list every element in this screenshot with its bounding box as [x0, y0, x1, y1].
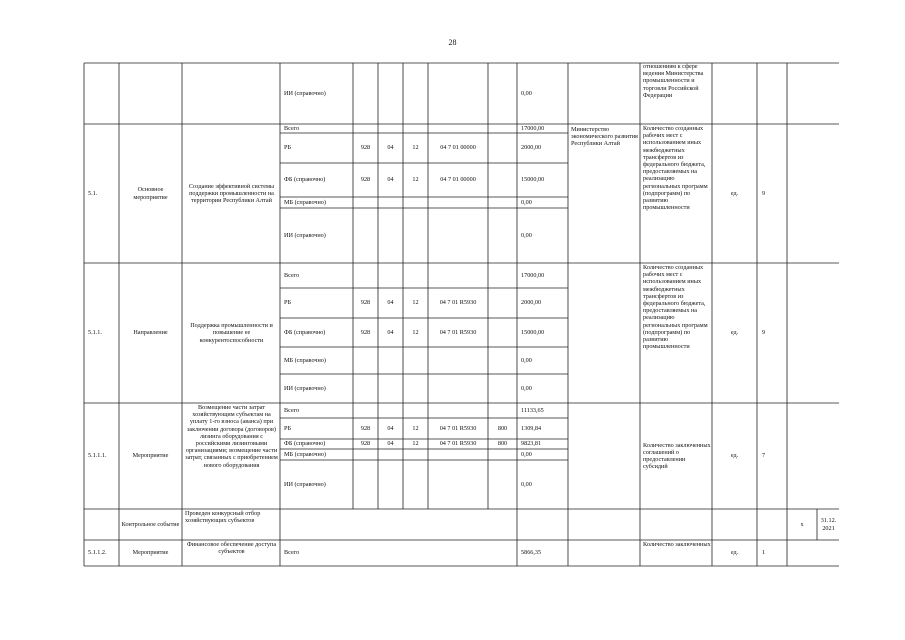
code-cell: 04 — [387, 328, 394, 336]
amount-mb: 0,00 — [521, 450, 532, 458]
code-cell: 928 — [360, 144, 371, 152]
label-rb: РБ — [284, 144, 291, 152]
amount-ii: 0,00 — [521, 231, 532, 239]
code-cell: 04 — [387, 424, 394, 432]
label-ii: ИИ (справочно) — [284, 89, 326, 97]
amount-rb: 2000,00 — [521, 299, 542, 307]
code-cell: 04 7 01 00000 — [440, 144, 476, 152]
amount-ii: 0,00 — [521, 89, 532, 97]
indicator-text: Количество заключенных — [643, 541, 711, 548]
code-cell: 04 7 01 R5930 — [439, 424, 477, 432]
row-type: Мероприятие — [132, 549, 169, 557]
code-cell: 04 — [387, 299, 394, 307]
row-number: 5.1.1.2. — [88, 549, 107, 557]
row-name: Создание эффективной системы поддержки промышленности на территории Республики Алтай — [188, 182, 275, 205]
row-number: 5.1.1. — [88, 329, 102, 337]
code-cell: 04 — [387, 176, 394, 184]
label-mb: МБ (справочно) — [284, 198, 326, 206]
unit: ед. — [730, 329, 739, 337]
code-cell: 04 7 01 R5930 — [439, 299, 477, 307]
code-cell: 12 — [412, 328, 419, 336]
label-total: Всего — [284, 124, 300, 132]
label-mb: МБ (справочно) — [284, 356, 326, 364]
code-cell: 12 — [412, 440, 419, 448]
code-cell: 12 — [412, 424, 419, 432]
code-cell: 12 — [412, 299, 419, 307]
row-type: Мероприятие — [132, 452, 169, 460]
amount-mb: 0,00 — [521, 356, 532, 364]
amount-fb: 15000,00 — [521, 328, 545, 336]
row-type: Контрольное событие — [121, 520, 180, 528]
code-cell: 928 — [360, 328, 371, 336]
executor: Министерство экономического развития Республики Алтай — [571, 126, 638, 148]
amount-total: 11133,65 — [521, 406, 544, 414]
indicator-text: Количество созданных рабочих мест с использованием иных межбюджетных трансфертов из федерального бюджета, предоставляемых на реализацию региональных программ (подпрограмм) по развитию промышленности — [643, 125, 708, 212]
control-mark: х — [800, 520, 804, 528]
row-number: 5.1. — [88, 189, 98, 197]
amount-rb: 1309,84 — [521, 424, 542, 432]
label-rb: РБ — [284, 424, 291, 432]
indicator-text: Количество заключенных соглашений о предоставлении субсидий — [643, 441, 711, 471]
amount-total: 5866,35 — [521, 549, 542, 557]
code-cell: 04 7 01 R5930 — [439, 328, 477, 336]
code-cell: 12 — [412, 144, 419, 152]
code-cell: 928 — [360, 424, 371, 432]
code-cell: 928 — [360, 440, 371, 448]
row-type: Основное мероприятие — [133, 186, 168, 201]
label-ii: ИИ (справочно) — [284, 480, 326, 488]
code-cell: 04 — [387, 144, 394, 152]
unit: ед. — [730, 549, 739, 557]
amount-total: 17000,00 — [521, 271, 545, 279]
row-name: Поддержка промышленности и повышение ее конкурентоспособности — [190, 322, 273, 344]
amount-ii: 0,00 — [521, 480, 532, 488]
label-ii: ИИ (справочно) — [284, 384, 326, 392]
amount-fb: 9823,81 — [521, 440, 542, 448]
label-fb: ФБ (справочно) — [284, 176, 326, 184]
label-rb: РБ — [284, 299, 291, 307]
indicator-value: 7 — [762, 452, 766, 460]
code-cell: 04 7 01 00000 — [440, 176, 476, 184]
amount-ii: 0,00 — [521, 384, 532, 392]
control-date: 31.12. 2021 — [820, 517, 837, 532]
unit: ед. — [730, 452, 739, 460]
indicator-value: 1 — [762, 549, 766, 557]
label-fb: ФБ (справочно) — [284, 440, 326, 448]
label-ii: ИИ (справочно) — [284, 231, 326, 239]
indicator-value: 9 — [762, 329, 766, 337]
amount-mb: 0,00 — [521, 198, 532, 206]
code-cell: 928 — [360, 299, 371, 307]
indicator-value: 9 — [762, 189, 766, 197]
indicator-text: отношениям к сфере ведения Министерства промышленности и торговли Российской Федерации — [643, 63, 704, 99]
label-total: Всего — [284, 406, 300, 414]
unit: ед. — [730, 189, 739, 197]
code-cell: 12 — [412, 176, 419, 184]
code-cell: 04 7 01 R5930 — [439, 440, 477, 448]
label-total: Всего — [284, 271, 300, 279]
page-number: 28 — [448, 38, 457, 47]
row-name: Проведен конкурсный отбор хозяйствующих субъектов — [185, 510, 261, 525]
row-name: Финансовое обеспечение доступа субъектов — [186, 541, 277, 556]
amount-total: 17000,00 — [521, 124, 545, 132]
amount-rb: 2000,00 — [521, 144, 542, 152]
code-cell: 928 — [360, 176, 371, 184]
row-number: 5.1.1.1. — [88, 452, 107, 460]
label-mb: МБ (справочно) — [284, 450, 326, 458]
code-cell: 800 — [497, 440, 508, 448]
label-total: Всего — [284, 549, 300, 557]
label-fb: ФБ (справочно) — [284, 328, 326, 336]
amount-fb: 15000,00 — [521, 176, 545, 184]
row-type: Направление — [133, 329, 168, 337]
row-name: Возмещение части затрат хозяйствующим субъектам на уплату 1-го взноса (аванса) при заключении договора (договоров) лизинга оборудования с российскими лизинговыми организациями; возмещение части затрат, связанных с приобретением нового оборудования — [185, 404, 278, 469]
code-cell: 04 — [387, 440, 394, 448]
indicator-text: Количество созданных рабочих мест с использованием иных межбюджетных трансфертов из федерального бюджета, предоставляемых на реализацию региональных программ (подпрограмм) по развитию промышленности — [643, 264, 708, 351]
code-cell: 800 — [497, 424, 508, 432]
